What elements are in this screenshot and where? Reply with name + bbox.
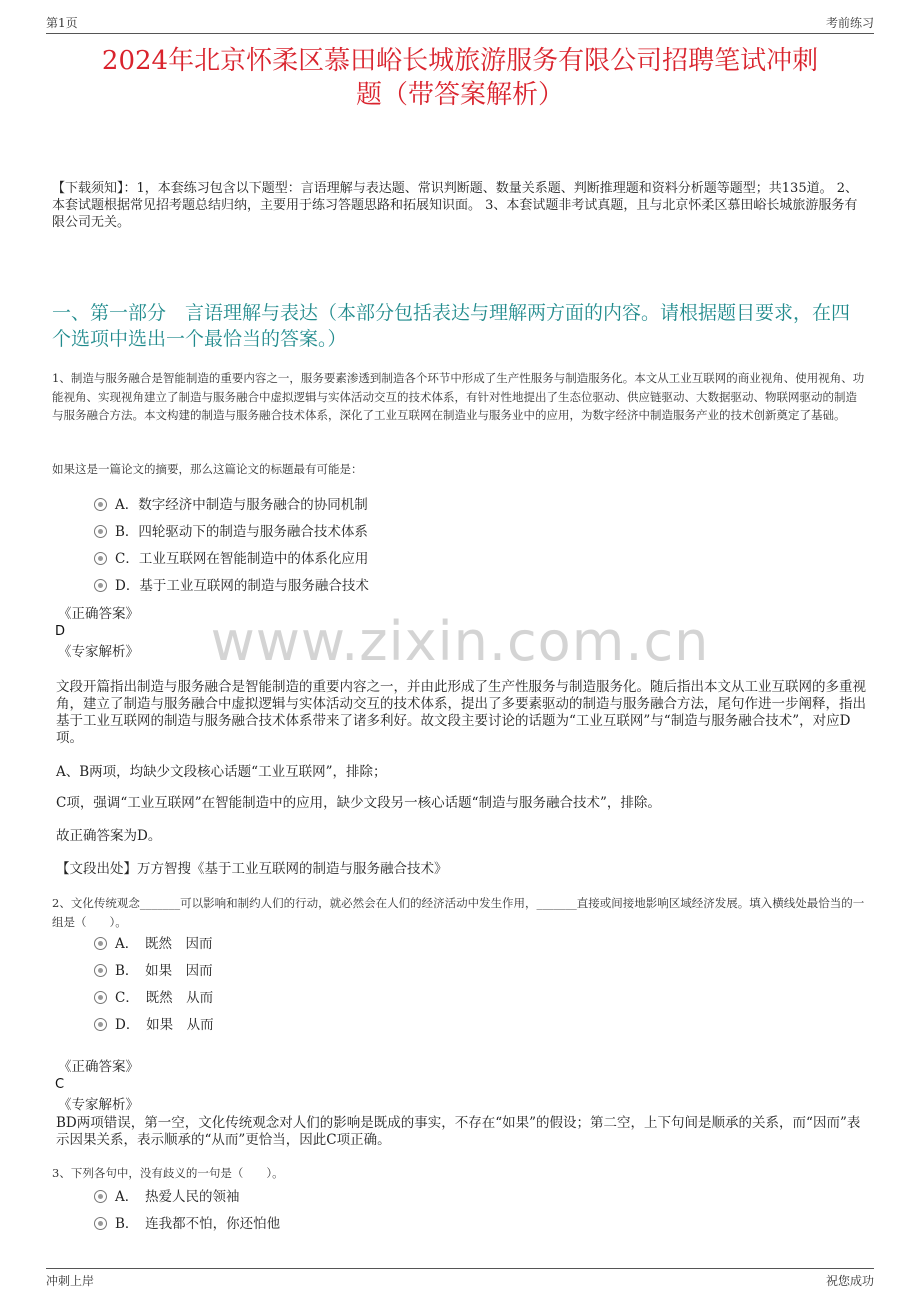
radio-icon[interactable] (94, 937, 107, 950)
q2-answer: C (55, 1077, 65, 1092)
radio-icon[interactable] (94, 991, 107, 1004)
radio-icon[interactable] (94, 1018, 107, 1031)
title-line-1: 2024年北京怀柔区慕田峪长城旅游服务有限公司招聘笔试冲刺 (101, 46, 819, 76)
page-number: 第1页 (46, 16, 78, 30)
q1-prompt: 如果这是一篇论文的摘要，那么这篇论文的标题最有可能是： (52, 462, 363, 476)
q1-analysis-paragraph: C项，强调“工业互联网”在智能制造中的应用，缺少文段另一核心话题“制造与服务融合技术”，排除。 (56, 795, 661, 811)
option-label: B．四轮驱动下的制造与服务融合技术体系 (115, 524, 368, 540)
option-label: D． 如果 从而 (115, 1017, 214, 1033)
q1-option-b[interactable] (94, 523, 368, 541)
option-label: B． 连我都不怕，你还怕他 (115, 1216, 281, 1232)
q2-option-b[interactable] (94, 962, 213, 980)
download-notice: 【下载须知】：1，本套练习包含以下题型：言语理解与表达题、常识判断题、数量关系题、判断推理题和资料分析题等题型；共135道。 2、本套试题根据常见招考题总结归纳，主要用于练习答题思路和拓展知识面。 3、本套试题非考试真题，且与北京怀柔区慕田峪长城旅游服务有限公司无关。 (52, 181, 858, 230)
q1-option-c[interactable] (94, 550, 368, 568)
q1-analysis-label: 《专家解析》 (58, 644, 139, 660)
watermark: www.zixin.com.cn (210, 610, 710, 673)
header-tag: 考前练习 (825, 16, 874, 30)
title-line-2: 题（带答案解析） (355, 80, 564, 110)
option-label: C．工业互联网在智能制造中的体系化应用 (115, 551, 369, 567)
q2-option-d[interactable] (94, 1016, 214, 1034)
q3-option-a[interactable] (94, 1188, 240, 1206)
q2-option-a[interactable] (94, 935, 213, 953)
option-label: A． 热爱人民的领袖 (115, 1189, 240, 1205)
footer-left: 冲刺上岸 (46, 1274, 95, 1288)
option-label: C． 既然 从而 (115, 990, 214, 1006)
page-header (46, 14, 874, 32)
q1-answer: D (55, 624, 66, 639)
q1-analysis-paragraph: 文段开篇指出制造与服务融合是智能制造的重要内容之一，并由此形成了生产性服务与制造服务化。随后指出本文从工业互联网的多重视角，建立了制造与服务融合中虚拟逻辑与实体活动交互的技术体系，提出了多要素驱动的制造与服务融合方法，尾句作进一步阐释，指出基于工业互联网的制造与服务融合技术体系带来了诸多利好。故文段主要讨论的话题为“工业互联网”与“制造与服务融合技术”，对应D项。 (56, 679, 866, 746)
radio-icon[interactable] (94, 579, 107, 592)
q2-option-c[interactable] (94, 989, 213, 1007)
header-rule (46, 33, 874, 34)
q2-answer-label: 《正确答案》 (58, 1059, 139, 1075)
option-label: B． 如果 因而 (115, 963, 213, 979)
document-title (40, 44, 880, 112)
q3-stem: 3、下列各句中，没有歧义的一句是（ ）。 (52, 1166, 284, 1180)
radio-icon[interactable] (94, 552, 107, 565)
q1-stem: 1、制造与服务融合是智能制造的重要内容之一，服务要素渗透到制造各个环节中形成了生产性服务与制造服务化。本文从工业互联网的商业视角、使用视角、功能视角、实现视角建立了制造与服务融合中虚拟逻辑与实体活动交互的技术体系，有针对性地提出了生态位驱动、供应链驱动、大数据驱动、物联网驱动的制造与服务融合方法。本文构建的制造与服务融合技术体系，深化了工业互联网在制造业与服务业中的应用，为数字经济中制造服务产业的技术创新奠定了基础。 (52, 371, 865, 422)
radio-icon[interactable] (94, 964, 107, 977)
footer-rule (46, 1268, 874, 1269)
section-heading: 一、第一部分 言语理解与表达（本部分包括表达与理解两方面的内容。请根据题目要求，在四个选项中选出一个最恰当的答案。） (52, 302, 851, 350)
footer-right: 祝您成功 (825, 1274, 874, 1288)
option-label: D．基于工业互联网的制造与服务融合技术 (115, 578, 369, 594)
q1-option-d[interactable] (94, 577, 369, 595)
q3-option-b[interactable] (94, 1215, 280, 1233)
q1-analysis-paragraph: A、B两项，均缺少文段核心话题“工业互联网”，排除； (56, 764, 387, 780)
option-label: A． 既然 因而 (115, 936, 213, 952)
q1-option-a[interactable] (94, 496, 368, 514)
q2-analysis-label: 《专家解析》 (58, 1097, 139, 1113)
radio-icon[interactable] (94, 1190, 107, 1203)
radio-icon[interactable] (94, 525, 107, 538)
radio-icon[interactable] (94, 498, 107, 511)
q2-stem: 2、文化传统观念_______可以影响和制约人们的行动，就必然会在人们的经济活动中发生作用，_______直接或间接地影响区域经济发展。填入横线处最恰当的一组是（ ）。 (52, 896, 865, 929)
q1-answer-label: 《正确答案》 (58, 606, 139, 622)
q1-source: 【文段出处】万方智搜《基于工业互联网的制造与服务融合技术》 (56, 861, 448, 877)
q2-analysis: BD两项错误，第一空，文化传统观念对人们的影响是既成的事实，不存在“如果”的假设；第二空，上下句间是顺承的关系，而“因而”表示因果关系，表示顺承的“从而”更恰当，因此C项正确。 (56, 1115, 861, 1148)
q1-analysis-paragraph: 故正确答案为D。 (56, 828, 162, 844)
option-label: A．数字经济中制造与服务融合的协同机制 (115, 497, 368, 513)
radio-icon[interactable] (94, 1217, 107, 1230)
